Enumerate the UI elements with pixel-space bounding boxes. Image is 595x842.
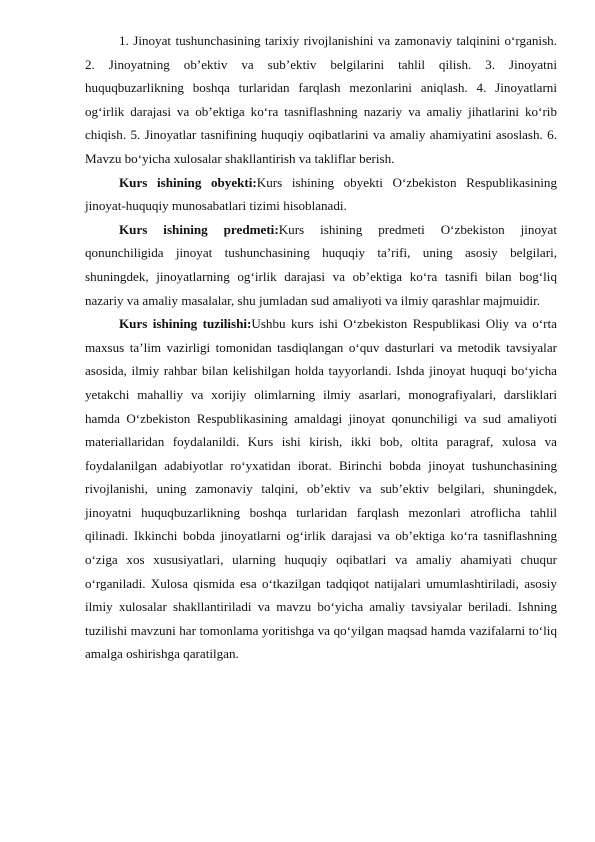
paragraph-text: 1. Jinoyat tushunchasining tarixiy rivojlanishini va zamonaviy talqinini o‘rganish. 2. Jinoyatning ob’ektiv va sub’ektiv belgilarini tahlil qilish. 3. Jinoyatni huquqbuzarlikning boshqa turlaridan farqlash mezonlarini aniqlash. 4. Jinoyatlarni og‘irlik darajasi va ob’ektiga ko‘ra tasniflashning nazariy va amaliy jihatlarini ko‘rib chiqish. 5. Jinoyatlar tasnifining huquqiy oqibatlarini va amaliy ahamiyatini asoslash. 6. Mavzu bo‘yicha xulosalar shakllantirish va takliflar berish. [85,33,557,166]
paragraph-text: Kurs ishining predmeti O‘zbekiston jinoyat qonunchiligida jinoyat tushunchasining huquqiy ta’rifi, uning asosiy belgilari, shuningdek, jinoyatlarning og‘irlik darajasi va ob’ektiga ko‘ra tasnifi bilan bog‘liq nazariy va amaliy masalalar, shu jumladan sud amaliyoti va ilmiy qarashlar majmuidir. [85,221,557,308]
paragraph-research-tasks [85,29,557,171]
paragraph-heading: Kurs ishining tuzilishi: [119,316,252,332]
paragraph-subject [85,218,557,312]
document-page [85,29,557,666]
paragraph-object [85,171,557,218]
paragraph-heading: Kurs ishining obyekti: [119,174,257,190]
paragraph-heading: Kurs ishining predmeti: [119,221,279,237]
paragraph-text: Kurs ishining obyekti O‘zbekiston Respublikasining jinoyat-huquqiy munosabatlari tizimi hisoblanadi. [85,174,558,214]
paragraph-structure [85,312,557,666]
paragraph-text: Ushbu kurs ishi O‘zbekiston Respublikasi Oliy va o‘rta maxsus ta’lim vazirligi tomonidan tasdiqlangan o‘quv dasturlari va metodik tavsiyalar asosida, ilmiy rahbar bilan kelishilgan holda tayyorlandi. Ishda jinoyat huquqi bo‘yicha yetakchi mahalliy va xorijiy olimlarning ilmiy asarlari, monografiyalari, darsliklari hamda O‘zbekiston Respublikasining amaldagi jinoyat qonunchiligi va sud amaliyoti materiallaridan foydalanildi. Kurs ishi kirish, ikki bob, oltita paragraf, xulosa va foydalanilgan adabiyotlar ro‘yxatidan iborat. Birinchi bobda jinoyat tushunchasining rivojlanishi, uning zamonaviy talqini, ob’ektiv va sub’ektiv belgilari, shuningdek, jinoyatni huquqbuzarlikning boshqa turlaridan farqlash mezonlari atroflicha tahlil qilinadi. Ikkinchi bobda jinoyatlarni og‘irlik darajasi va ob’ektiga ko‘ra tasniflashning o‘ziga xos xususiyatlari, ularning huquqiy oqibatlari va amaliy ahamiyati chuqur o‘rganiladi. Xulosa qismida esa o‘tkazilgan tadqiqot natijalari umumlashtiriladi, asosiy ilmiy xulosalar shakllantiriladi va mavzu bo‘yicha amaliy tavsiyalar beriladi. Ishning tuzilishi mavzuni har tomonlama yoritishga va qo‘yilgan maqsad hamda vazifalarni to‘liq amalga oshirishga qaratilgan. [85,316,557,662]
